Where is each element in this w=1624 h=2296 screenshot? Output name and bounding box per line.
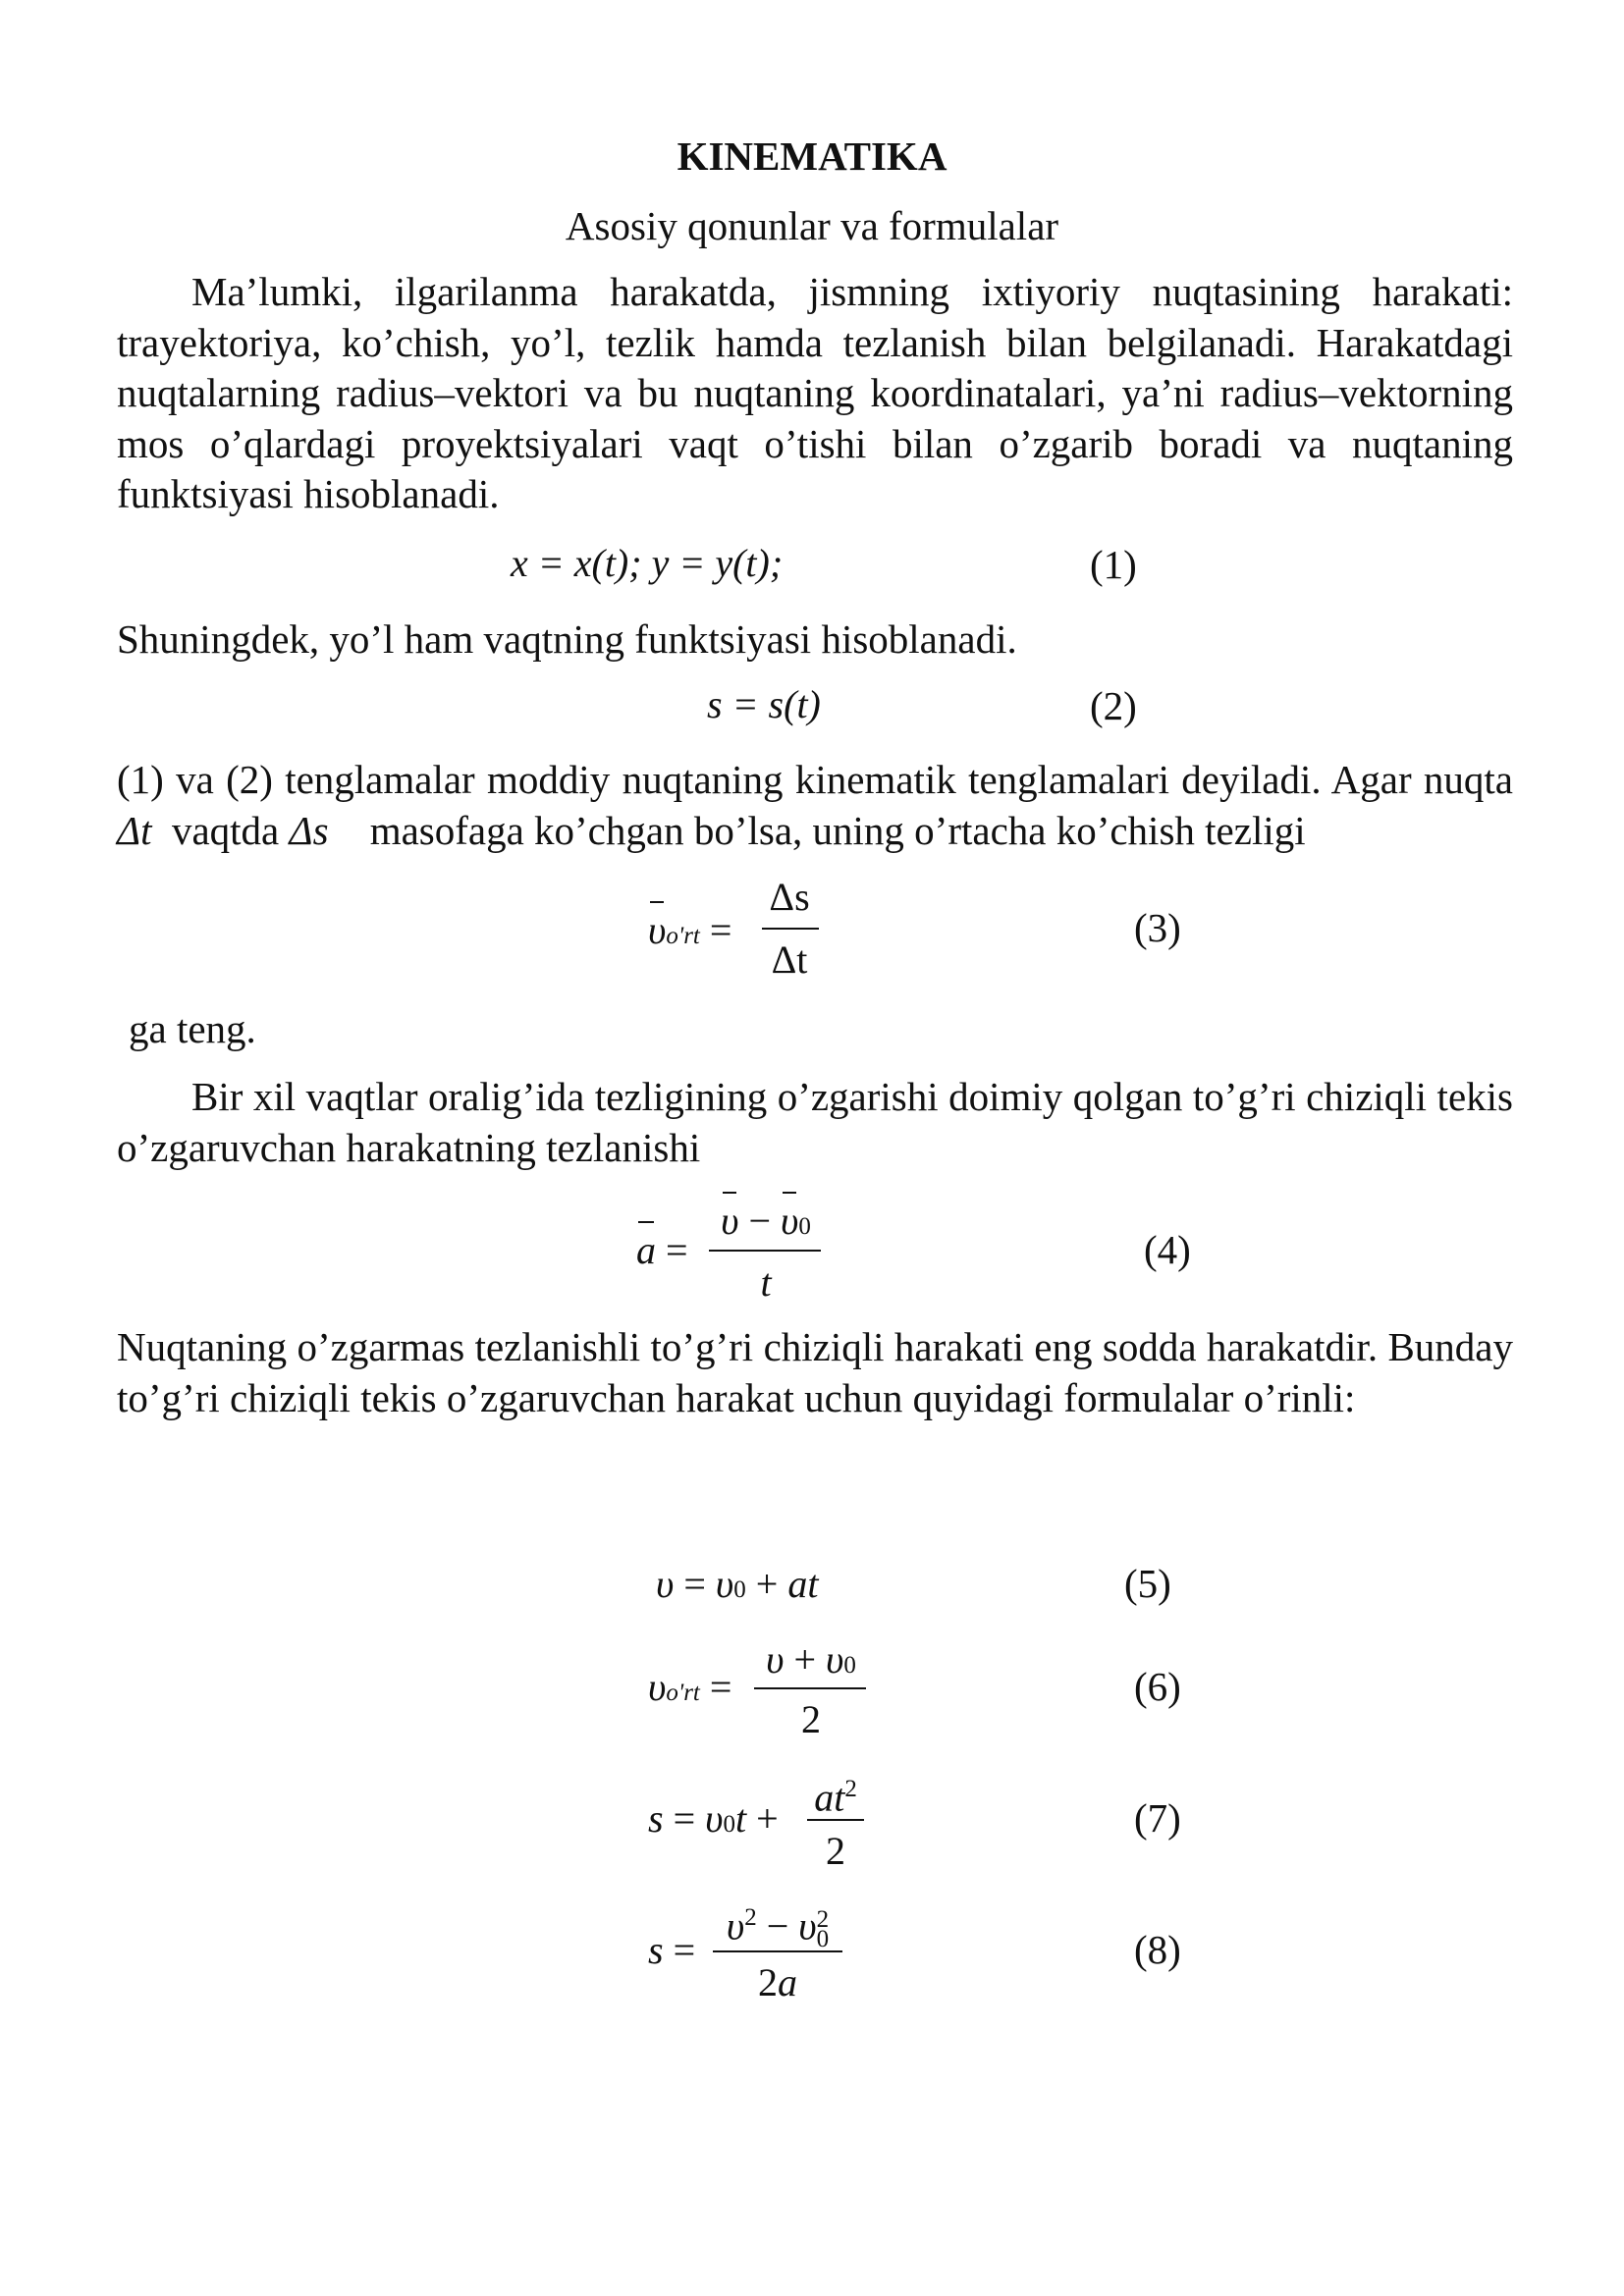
square-superscript: 2 — [744, 1904, 757, 1931]
intro-paragraph: Ma’lumki, ilgarilanma harakatda, jismning ixtiyoriy nuqtasining harakati: trayektoriya, ko’chish, yo’l, tezlik hamda tezlanish bilan belgilanadi. Harakatdagi nuqtalarning radius–vektori va bu nuqtaning koordinatalari, ya’ni radius–vektorning mos o’qlardagi proyektsiyalari vaqt o’tishi bilan o’zgarib boradi va nuqtaning funktsiyasi hisoblanadi. — [117, 269, 1513, 516]
initial-velocity-symbol: υ — [781, 1199, 799, 1243]
equation-6-lhs — [648, 1664, 731, 1717]
delta-t-den: Δt — [771, 937, 808, 982]
acceleration-symbol: a — [778, 1960, 797, 2004]
distance-symbol: s — [648, 1796, 664, 1841]
equation-6-number: (6) — [1134, 1664, 1181, 1709]
initial-velocity-symbol: υ — [798, 1903, 817, 1949]
kinematic-text-start: (1) va (2) tenglamalar moddiy nuqtaning kinematik tenglamalari deyiladi. Agar nuqta — [117, 757, 1513, 802]
equation-4-lhs — [636, 1227, 688, 1274]
velocity-symbol: υ — [721, 1199, 739, 1243]
equation-7-numerator — [805, 1766, 866, 1821]
velocity-avg-symbol: υ — [648, 908, 667, 952]
page-title: KINEMATIKA — [677, 133, 947, 179]
square-superscript: 2 — [844, 1776, 857, 1802]
fraction-bar — [709, 1250, 821, 1252]
equation-1-number: (1) — [1090, 542, 1137, 587]
equation-1-body: x = x(t); y = y(t); — [511, 541, 784, 585]
fraction-bar — [713, 1950, 842, 1952]
acceleration-symbol: a — [636, 1228, 656, 1272]
at-term: at — [787, 1562, 819, 1606]
kinematic-text-mid1: vaqtda — [171, 807, 280, 853]
equation-8-lhs — [648, 1927, 695, 1974]
avg-subscript: o'rt — [666, 923, 700, 949]
plus-sign: + — [756, 1796, 779, 1841]
minus-sign: − — [766, 1903, 789, 1949]
equation-4-numerator — [709, 1198, 823, 1251]
plus-sign: + — [755, 1562, 779, 1606]
equation-7-lhs — [648, 1795, 779, 1848]
velocity-symbol: υ — [766, 1637, 785, 1682]
equation-3-denominator — [760, 936, 819, 984]
plus-sign: + — [793, 1637, 817, 1682]
time-symbol: t — [760, 1260, 772, 1305]
zero-subscript: 0 — [816, 1926, 830, 1953]
zero-subscript: 0 — [798, 1213, 811, 1240]
formulas-intro-paragraph: Nuqtaning o’zgarmas tezlanishli to’g’ri chiziqli harakati eng sodda harakatdir. Bunday to’g’ri chiziqli tekis o’zgaruvchan harakat uchun quyidagi formulalar o’rinli: — [117, 1324, 1513, 1420]
equals-sign: = — [683, 1562, 706, 1606]
equation-6-numerator — [754, 1636, 868, 1689]
kinematic-equations-paragraph — [117, 755, 1513, 856]
equation-5-number: (5) — [1124, 1561, 1171, 1606]
distance-symbol: s — [648, 1928, 664, 1972]
delta-t-symbol: Δt — [117, 807, 152, 853]
minus-sign: − — [748, 1199, 772, 1243]
avg-subscript: o'rt — [666, 1680, 700, 1706]
square-superscript: 2 — [816, 1906, 830, 1934]
equals-sign: = — [709, 1665, 732, 1709]
velocity-symbol: υ — [656, 1562, 675, 1606]
equation-2-body: s = s(t) — [707, 682, 821, 726]
equation-7-denominator: 2 — [826, 1829, 845, 1873]
initial-velocity-symbol: υ — [826, 1637, 844, 1682]
equation-4-denominator — [709, 1259, 823, 1307]
equals-sign: = — [709, 908, 732, 952]
equation-6-denominator: 2 — [801, 1697, 821, 1741]
equation-8-numerator — [711, 1895, 844, 1953]
equation-1 — [511, 540, 783, 587]
two-coefficient: 2 — [758, 1960, 778, 2004]
equals-sign: = — [673, 1928, 696, 1972]
fraction-bar — [754, 1687, 866, 1689]
equation-4-number: (4) — [1144, 1227, 1191, 1272]
equation-2-number: (2) — [1090, 683, 1137, 728]
equation-7-number: (7) — [1134, 1795, 1181, 1841]
equation-2 — [707, 681, 821, 728]
equals-sign: = — [666, 1228, 688, 1272]
equation-8-number: (8) — [1134, 1927, 1181, 1972]
delta-s-num: Δs — [769, 875, 810, 919]
equation-3-number: (3) — [1134, 905, 1181, 950]
fraction-bar — [807, 1819, 864, 1821]
at-term: at — [814, 1775, 845, 1820]
page-subtitle: Asosiy qonunlar va formulalar — [565, 203, 1059, 248]
initial-velocity-symbol: υ — [715, 1562, 734, 1606]
zero-subscript: 0 — [723, 1811, 735, 1838]
equation-8-denominator — [711, 1959, 844, 2006]
equation-5-body — [656, 1561, 818, 1614]
initial-velocity-symbol: υ — [705, 1796, 724, 1841]
path-function-paragraph: Shuningdek, yo’l ham vaqtning funktsiyasi hisoblanadi. — [117, 616, 1017, 662]
equation-3-lhs — [648, 907, 731, 960]
acceleration-paragraph: Bir xil vaqtlar oralig’ida tezligining o’zgarishi doimiy qolgan to’g’ri chiziqli tekis o’zgaruvchan harakatning tezlanishi — [117, 1074, 1513, 1170]
time-symbol: t — [735, 1796, 747, 1841]
zero-subscript: 0 — [733, 1576, 746, 1603]
velocity-avg-symbol: υ — [648, 1665, 667, 1709]
velocity-symbol: υ — [726, 1903, 745, 1949]
ga-teng-text: ga teng. — [129, 1006, 256, 1051]
equals-sign: = — [673, 1796, 696, 1841]
zero-subscript: 0 — [843, 1652, 856, 1679]
kinematic-text-mid2: masofaga ko’chgan bo’lsa, uning o’rtacha ko’chish tezligi — [369, 807, 1306, 853]
equation-3-numerator — [760, 874, 819, 921]
fraction-bar — [762, 928, 819, 930]
delta-s-symbol: Δs⃗ — [289, 807, 360, 853]
